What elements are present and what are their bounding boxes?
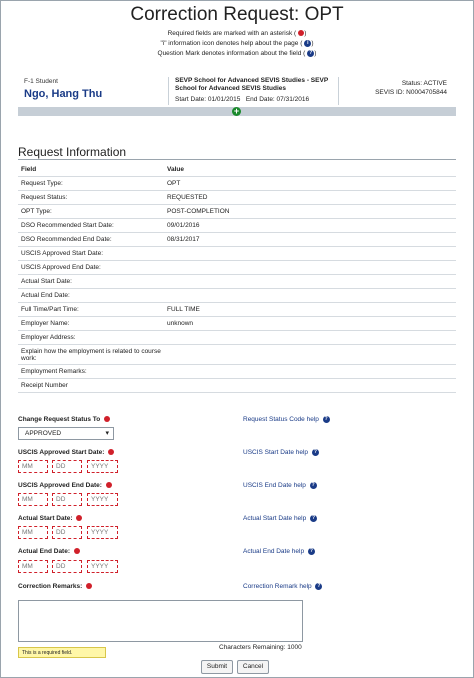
- question-help-icon[interactable]: ?: [309, 548, 313, 554]
- uscis-end-help-text[interactable]: USCIS End Date help: [243, 482, 306, 490]
- change-status-label: [18, 416, 110, 423]
- required-asterisk-icon: [86, 583, 92, 589]
- value-cell: [164, 289, 456, 303]
- student-name[interactable]: Ngo, Hang Thu: [24, 88, 103, 100]
- question-help-icon[interactable]: ?: [313, 449, 317, 455]
- field-cell: Explain how the employment is related to course work:: [18, 345, 164, 365]
- info-icon: i: [304, 40, 311, 47]
- actual-end-help-link[interactable]: [243, 548, 315, 555]
- program-dates: [175, 96, 309, 103]
- required-note-text: Required fields are marked with an asterisk (: [167, 30, 297, 37]
- info-note-close: ): [311, 40, 314, 48]
- status-badge: Status: ACTIVE: [401, 80, 447, 87]
- table-row: [18, 205, 456, 219]
- plus-icon[interactable]: +: [233, 106, 240, 116]
- field-cell: Employment Remarks:: [18, 365, 164, 379]
- info-note: [0, 40, 474, 47]
- field-cell: Employer Name:: [18, 317, 164, 331]
- header-divider: [338, 77, 339, 105]
- required-asterisk-icon: [74, 548, 80, 554]
- remarks-label: [18, 583, 92, 590]
- table-row: [18, 331, 456, 345]
- actual-start-help-text[interactable]: Actual Start Date help: [243, 515, 307, 523]
- value-cell: unknown: [164, 317, 456, 331]
- uscis-start-help-link[interactable]: [243, 449, 319, 456]
- value-cell: [164, 261, 456, 275]
- question-help-icon[interactable]: ?: [324, 416, 328, 422]
- student-category: F-1 Student: [24, 78, 58, 85]
- status-help-text[interactable]: Request Status Code help: [243, 416, 319, 424]
- field-cell: DSO Recommended Start Date:: [18, 219, 164, 233]
- required-asterisk-icon: [106, 482, 112, 488]
- actual-start-month[interactable]: MM: [18, 526, 48, 539]
- table-row: [18, 379, 456, 393]
- value-cell: [164, 247, 456, 261]
- question-help-icon[interactable]: ?: [311, 482, 315, 488]
- value-cell: POST-COMPLETION: [164, 205, 456, 219]
- actual-end-month[interactable]: MM: [18, 560, 48, 573]
- uscis-end-label-text: USCIS Approved End Date:: [18, 482, 102, 489]
- table-row: [18, 219, 456, 233]
- table-row: [18, 289, 456, 303]
- remarks-textarea[interactable]: [18, 600, 303, 642]
- remarks-help-link[interactable]: [243, 583, 322, 590]
- status-select[interactable]: [18, 427, 114, 440]
- question-help-icon: ?: [309, 50, 313, 56]
- change-status-label-text: Change Request Status To: [18, 416, 101, 423]
- table-row: [18, 303, 456, 317]
- required-asterisk-icon: [108, 449, 114, 455]
- field-cell: Actual End Date:: [18, 289, 164, 303]
- value-cell: FULL TIME: [164, 303, 456, 317]
- actual-end-label: [18, 548, 80, 555]
- program-end-date: End Date: 07/31/2016: [245, 96, 310, 103]
- actual-start-year[interactable]: YYYY: [87, 526, 118, 539]
- required-asterisk-icon: [76, 515, 82, 521]
- actual-start-day[interactable]: DD: [52, 526, 82, 539]
- value-cell: REQUESTED: [164, 191, 456, 205]
- uscis-end-day[interactable]: DD: [52, 493, 82, 506]
- school-name: SEVP School for Advanced SEVIS Studies - SEVP School for Advanced SEVIS Studies: [175, 77, 329, 92]
- info-note-text: "i" information icon denotes help about the page (: [160, 40, 303, 48]
- actual-end-day[interactable]: DD: [52, 560, 82, 573]
- request-info-table: [18, 163, 456, 393]
- uscis-start-day[interactable]: DD: [52, 460, 82, 473]
- field-cell: Request Status:: [18, 191, 164, 205]
- actual-end-help-text[interactable]: Actual End Date help: [243, 548, 305, 556]
- uscis-start-label-text: USCIS Approved Start Date:: [18, 449, 105, 456]
- value-cell: 08/31/2017: [164, 233, 456, 247]
- value-cell: OPT: [164, 177, 456, 191]
- uscis-start-year[interactable]: YYYY: [87, 460, 118, 473]
- table-row: [18, 275, 456, 289]
- table-row: [18, 365, 456, 379]
- question-note-text: Question Mark denotes information about the field (: [157, 50, 306, 58]
- request-info-heading: Request Information: [18, 145, 127, 159]
- remarks-label-text: Correction Remarks:: [18, 583, 83, 590]
- field-cell: USCIS Approved End Date:: [18, 261, 164, 275]
- table-row: [18, 191, 456, 205]
- submit-button[interactable]: Submit: [201, 660, 233, 674]
- table-row: [18, 261, 456, 275]
- field-cell: USCIS Approved Start Date:: [18, 247, 164, 261]
- field-cell: OPT Type:: [18, 205, 164, 219]
- uscis-end-help-link[interactable]: [243, 482, 317, 489]
- field-cell: Actual Start Date:: [18, 275, 164, 289]
- required-note-close: ): [304, 30, 307, 37]
- cancel-button[interactable]: Cancel: [237, 660, 269, 674]
- table-row: [18, 177, 456, 191]
- status-block: [375, 79, 447, 97]
- page-title: Correction Request: OPT: [130, 4, 344, 25]
- table-row: [18, 317, 456, 331]
- uscis-end-year[interactable]: YYYY: [87, 493, 118, 506]
- question-help-icon[interactable]: ?: [312, 515, 316, 521]
- field-cell: Request Type:: [18, 177, 164, 191]
- actual-end-label-text: Actual End Date:: [18, 548, 71, 555]
- required-tooltip: This is a required field.: [18, 647, 106, 658]
- table-row: [18, 233, 456, 247]
- actual-start-help-link[interactable]: [243, 515, 317, 522]
- value-cell: [164, 345, 456, 365]
- value-cell: [164, 379, 456, 393]
- question-note: [0, 50, 474, 57]
- actual-start-label: [18, 515, 82, 522]
- value-cell: [164, 365, 456, 379]
- required-note: [0, 30, 474, 37]
- uscis-start-month[interactable]: MM: [18, 460, 48, 473]
- table-row: [18, 247, 456, 261]
- field-cell: Receipt Number: [18, 379, 164, 393]
- chevron-down-icon: ▾: [105, 430, 109, 437]
- status-select-value: APPROVED: [25, 430, 62, 437]
- uscis-end-label: [18, 482, 112, 489]
- col-value-header: Value: [164, 163, 456, 177]
- table-header-row: [18, 163, 456, 177]
- value-cell: 09/01/2016: [164, 219, 456, 233]
- field-cell: Employer Address:: [18, 331, 164, 345]
- remarks-help-text[interactable]: Correction Remark help: [243, 583, 312, 591]
- uscis-start-label: [18, 449, 114, 456]
- uscis-end-month[interactable]: MM: [18, 493, 48, 506]
- program-start-date: Start Date: 01/01/2015: [175, 96, 241, 103]
- question-note-close: ): [314, 50, 317, 58]
- value-cell: [164, 275, 456, 289]
- actual-start-label-text: Actual Start Date:: [18, 515, 73, 522]
- value-cell: [164, 331, 456, 345]
- field-cell: Full Time/Part Time:: [18, 303, 164, 317]
- uscis-start-help-text[interactable]: USCIS Start Date help: [243, 449, 309, 457]
- table-row: [18, 345, 456, 365]
- field-cell: DSO Recommended End Date:: [18, 233, 164, 247]
- chars-remaining: Characters Remaining: 1000: [219, 644, 302, 651]
- col-field-header: Field: [18, 163, 164, 177]
- section-divider: [18, 159, 456, 160]
- question-help-icon[interactable]: ?: [317, 583, 321, 589]
- status-help-link[interactable]: [243, 416, 330, 423]
- required-asterisk-icon: [104, 416, 110, 422]
- header-divider: [168, 77, 169, 105]
- actual-end-year[interactable]: YYYY: [87, 560, 118, 573]
- sevis-id: SEVIS ID: N0004705844: [375, 89, 447, 96]
